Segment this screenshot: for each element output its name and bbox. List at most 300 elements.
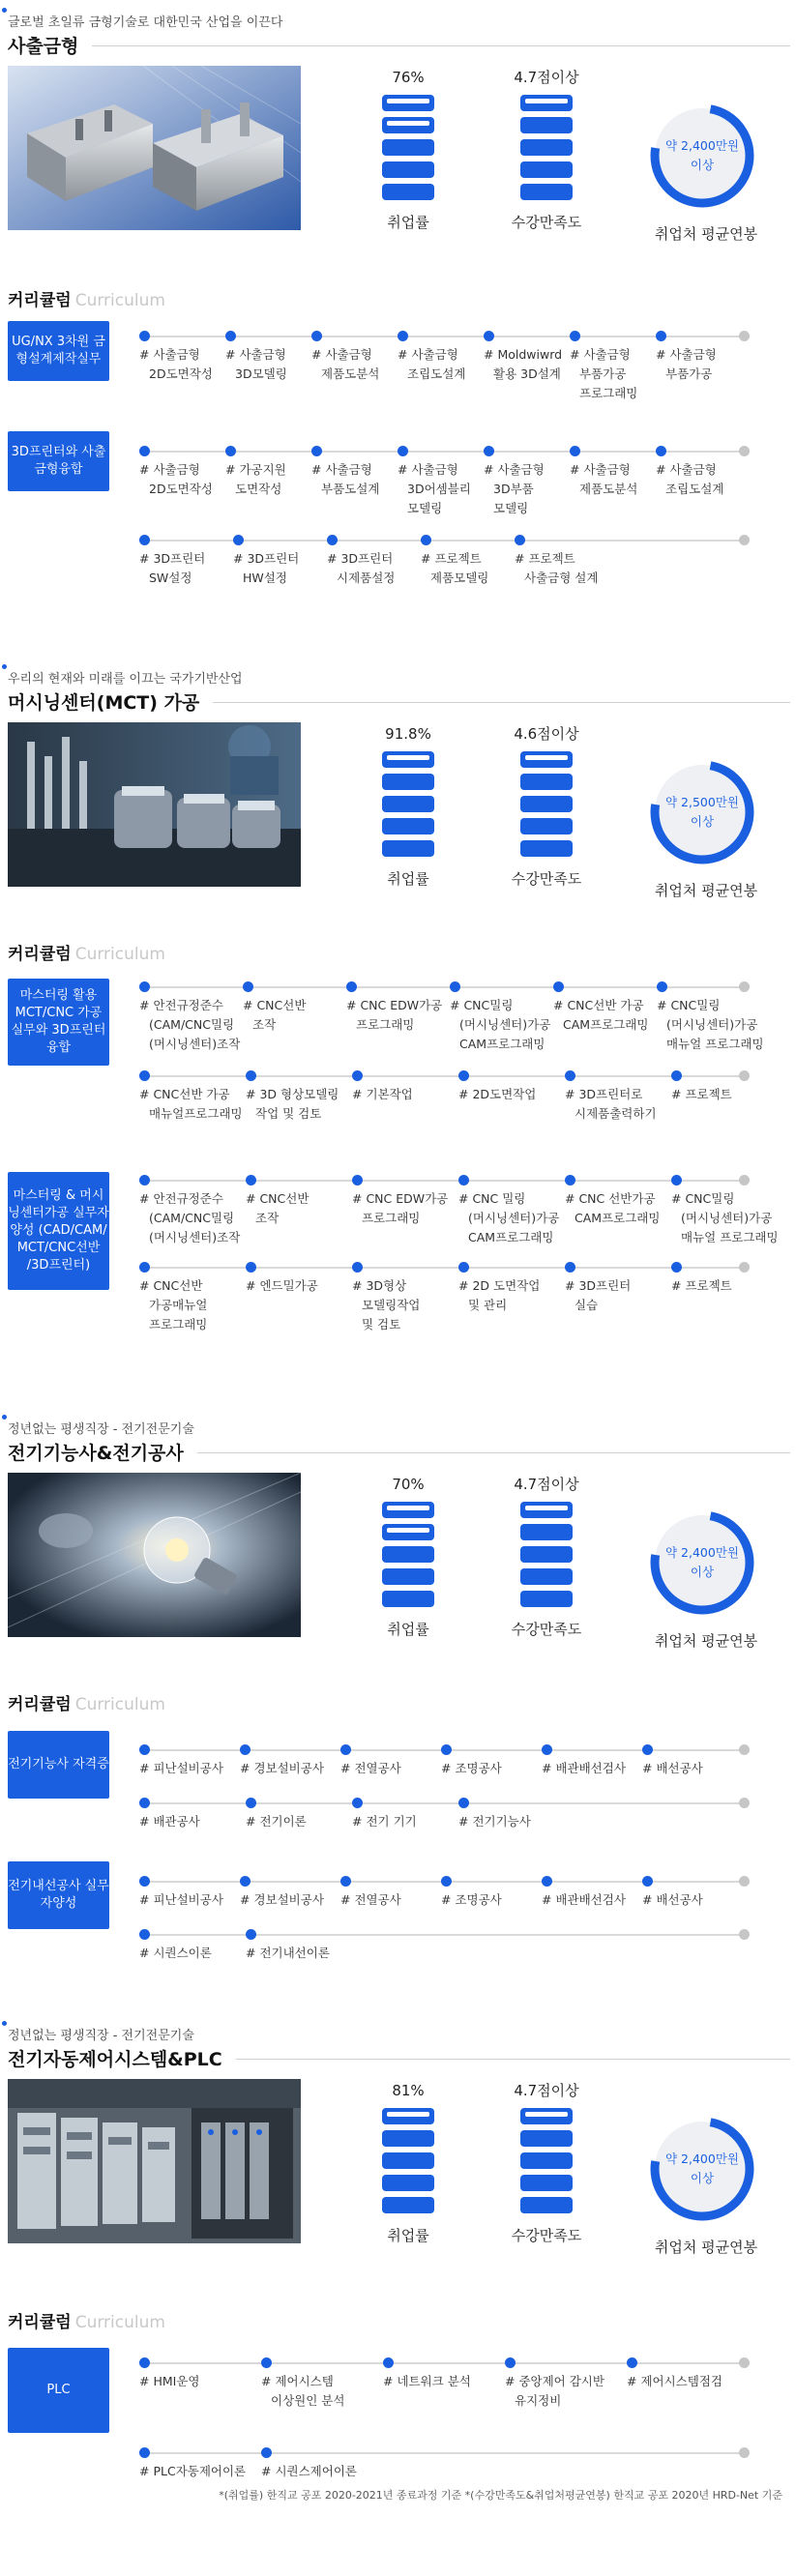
curriculum-item — [553, 996, 648, 1035]
curriculum-item-line: 작업 및 검토 — [255, 1106, 322, 1121]
curriculum-item — [139, 996, 240, 1054]
curriculum-item — [642, 1759, 703, 1778]
track-t2-box[interactable]: 3D프린터와 사출금형융합 — [8, 431, 109, 491]
curriculum-item — [565, 1276, 631, 1315]
curriculum-item-line: # 프로젝트 — [421, 551, 482, 566]
footnote: *(취업률) 한직교 공포 2020-2021년 종료과정 기준 *(수강만족도&취업처평균연봉) 한직교 공포 2020년 HRD-Net 기준 — [219, 2489, 782, 2502]
curriculum-item-line: 및 검토 — [362, 1317, 401, 1332]
curriculum-item-line: # 3D형상 — [352, 1278, 407, 1293]
curriculum-dot — [139, 981, 150, 992]
employment-stat-bar-segment — [382, 796, 434, 812]
salary-value — [647, 101, 757, 211]
program-section — [0, 668, 796, 910]
satisfaction-stat-bar-segment — [520, 2108, 573, 2124]
curriculum-track-line — [141, 1934, 745, 1936]
curriculum-item-line: # 전기기능사 — [458, 1814, 531, 1829]
curriculum-item — [450, 996, 550, 1054]
curriculum-item-line: (머시닝센터)가공 — [468, 1211, 560, 1225]
curriculum-item — [246, 1276, 318, 1296]
track-t1-box[interactable]: UG/NX 3차원 금형설계제작실무 — [8, 321, 109, 381]
curriculum-dot — [243, 981, 253, 992]
curriculum-title: 커리큘럼 — [8, 291, 72, 310]
satisfaction-stat-value: 4.7점이상 — [514, 2082, 579, 2099]
curriculum-item-line: # 사출금형 — [225, 347, 286, 362]
curriculum-item-line: # 사출금형 — [656, 462, 717, 477]
curriculum-dot — [311, 331, 322, 341]
satisfaction-stat-bar-segment — [520, 2130, 573, 2147]
curriculum-item-line: # CNC선반 — [243, 998, 307, 1012]
curriculum-item-line: CAM프로그래밍 — [459, 1037, 545, 1051]
salary-text: 이상 — [690, 814, 715, 829]
curriculum-item-line: # 사출금형 — [311, 462, 372, 477]
curriculum-dot — [139, 1262, 150, 1273]
curriculum-item-line: # 사출금형 — [398, 347, 458, 362]
curriculum-item — [139, 1189, 240, 1247]
curriculum-title: 커리큘럼 — [8, 2313, 72, 2332]
curriculum-item-line: 모델링작업 — [362, 1298, 421, 1312]
satisfaction-stat-bars — [488, 751, 604, 857]
curriculum-item-line: 실습 — [575, 1298, 599, 1312]
curriculum-dot — [246, 1262, 256, 1273]
salary-ring — [647, 101, 757, 211]
curriculum-item-line: 제품도분석 — [321, 366, 380, 381]
curriculum-item-line: # 사출금형 — [570, 347, 631, 362]
curriculum-item-line: 3D모델링 — [235, 366, 287, 381]
curriculum-item-line: # 사출금형 — [311, 347, 372, 362]
curriculum-item-line: # 경보설비공사 — [240, 1892, 324, 1907]
track-t3-box[interactable]: 마스터링 활용 MCT/CNC 가공 실무와 3D프린터 융합 — [8, 979, 109, 1066]
employment-stat-bar-segment — [382, 117, 434, 133]
curriculum-dot — [139, 1876, 150, 1887]
curriculum-dot — [352, 1262, 363, 1273]
curriculum-item-line: # 프로젝트 — [671, 1087, 732, 1101]
curriculum-dot — [139, 2357, 150, 2368]
curriculum-dot — [671, 1175, 682, 1186]
section-photo — [8, 2079, 301, 2243]
curriculum-track-line — [141, 336, 745, 337]
curriculum-item-line: # 제어시스템점검 — [627, 2374, 722, 2388]
curriculum-dot — [139, 1744, 150, 1755]
curriculum-item-line: # Moldwiwrd — [484, 347, 563, 362]
section-subtitle: 우리의 현재와 미래를 이끄는 국가기반산업 — [8, 668, 243, 687]
salary-label: 취업처 평균연봉 — [654, 2239, 758, 2256]
curriculum-item — [627, 2372, 722, 2391]
curriculum-dot — [139, 535, 150, 545]
curriculum-dot — [565, 1070, 575, 1081]
employment-stat-bars — [350, 751, 466, 857]
curriculum-item-line: # 시퀀스이론 — [139, 1946, 212, 1960]
curriculum-item-line: # 프로젝트 — [515, 551, 575, 566]
curriculum-item — [139, 1759, 223, 1778]
curriculum-item-line: # 전기 기기 — [352, 1814, 417, 1829]
curriculum-item-line: # 3D 형상모델링 — [246, 1087, 339, 1101]
employment-stat-bar-segment — [382, 774, 434, 790]
curriculum-item-line: # 프로젝트 — [671, 1278, 732, 1293]
satisfaction-stat-bar-segment — [520, 2152, 573, 2169]
curriculum-track-line — [141, 1881, 745, 1883]
curriculum-item-line: 조작 — [252, 1017, 277, 1032]
section-subtitle: 글로벌 초일류 금형기술로 대한민국 산업을 이끈다 — [8, 12, 282, 30]
curriculum-item-line: 매뉴얼 프로그래밍 — [681, 1230, 779, 1244]
satisfaction-stat-bar-segment — [520, 751, 573, 768]
employment-stat-bar-segment — [382, 95, 434, 111]
curriculum-item-line: # PLC자동제어이론 — [139, 2464, 247, 2478]
curriculum-track-line — [141, 1075, 745, 1077]
curriculum-item-line: 모델링 — [407, 501, 443, 515]
curriculum-item-line: (머시닝센터)조작 — [149, 1037, 241, 1051]
curriculum-item — [352, 1189, 448, 1228]
curriculum-dot — [458, 1070, 469, 1081]
satisfaction-stat-bar-segment — [520, 184, 573, 200]
employment-stat-bar-segment — [382, 161, 434, 178]
curriculum-item-line: # 배관배선검사 — [542, 1892, 626, 1907]
curriculum-end-dot — [739, 331, 750, 341]
curriculum-track-line — [141, 451, 745, 453]
curriculum-item-line: 제품도분석 — [579, 482, 638, 496]
curriculum-item-line: 3D부품 — [493, 482, 534, 496]
track-t6-box[interactable]: 전기내선공사 실무자양성 — [8, 1861, 109, 1929]
section-photo — [8, 722, 301, 887]
curriculum-item-line: 2D도면작성 — [149, 366, 213, 381]
curriculum-item-line: 프로그래밍 — [356, 1017, 415, 1032]
satisfaction-stat-bar-segment — [520, 1591, 573, 1607]
curriculum-dot — [565, 1175, 575, 1186]
curriculum-item-line: 매뉴얼프로그래밍 — [149, 1106, 243, 1121]
curriculum-item-line: # 2D도면작업 — [458, 1087, 537, 1101]
track-t4-box[interactable]: 마스터링 & 머시닝센터가공 실무자양성 (CAD/CAM/ MCT/CNC선반 /3D프린터) — [8, 1172, 109, 1290]
curriculum-item-line: # 네트워크 분석 — [383, 2374, 471, 2388]
curriculum-item-line: # 3D프린터 — [139, 551, 206, 566]
curriculum-item — [383, 2372, 471, 2391]
employment-stat — [350, 2079, 466, 2245]
curriculum-item-line: # 2D 도면작업 — [458, 1278, 541, 1293]
satisfaction-stat-bar-segment — [520, 2197, 573, 2213]
curriculum-end-dot — [739, 535, 750, 545]
curriculum-item — [458, 1276, 540, 1315]
curriculum-dot — [441, 1876, 452, 1887]
curriculum-dot — [570, 446, 580, 456]
curriculum-dot — [139, 1798, 150, 1808]
section-title: 머시닝센터(MCT) 가공 — [8, 688, 213, 715]
curriculum-dot — [240, 1744, 251, 1755]
satisfaction-stat-bar-segment — [520, 774, 573, 790]
curriculum-dot — [642, 1744, 653, 1755]
curriculum-dot — [311, 446, 322, 456]
employment-stat-bars — [350, 95, 466, 200]
employment-stat-bar-segment — [382, 1591, 434, 1607]
curriculum-item-line: # 사출금형 — [484, 462, 545, 477]
curriculum-item — [311, 345, 379, 384]
curriculum-end-dot — [739, 2357, 750, 2368]
curriculum-item-line: # 배선공사 — [642, 1761, 703, 1775]
curriculum-item-line: # 안전규정준수 — [139, 998, 223, 1012]
salary-ring — [647, 2114, 757, 2224]
salary-text: 이상 — [690, 1565, 715, 1579]
curriculum-item — [484, 460, 545, 518]
curriculum-item-line: CAM프로그래밍 — [575, 1211, 661, 1225]
curriculum-item-line: 부품가공 — [665, 366, 713, 381]
curriculum-dot — [352, 1175, 363, 1186]
curriculum-item-line: # 전기내선이론 — [246, 1946, 330, 1960]
salary-label: 취업처 평균연봉 — [654, 882, 758, 899]
satisfaction-stat-bar-segment — [520, 1524, 573, 1540]
curriculum-item — [642, 1890, 703, 1910]
curriculum-dot — [542, 1876, 552, 1887]
satisfaction-stat-label: 수강만족도 — [511, 1621, 582, 1638]
curriculum-dot — [139, 1070, 150, 1081]
curriculum-item — [240, 1759, 324, 1778]
curriculum-item-line: # 조명공사 — [441, 1761, 502, 1775]
curriculum-dot — [450, 981, 460, 992]
satisfaction-stat-label: 수강만족도 — [511, 870, 582, 888]
curriculum-heading — [8, 1690, 165, 1714]
salary-text: 약 2,400만원 — [665, 1545, 739, 1560]
curriculum-end-dot — [739, 1262, 750, 1273]
curriculum-item-line: # 안전규정준수 — [139, 1191, 223, 1206]
curriculum-en: Curriculum — [74, 291, 165, 310]
curriculum-item — [352, 1276, 420, 1334]
satisfaction-stat-bar-segment — [520, 2175, 573, 2191]
employment-stat-bar-segment — [382, 2197, 434, 2213]
curriculum-end-dot — [739, 1744, 750, 1755]
curriculum-item-line: CAM프로그래밍 — [468, 1230, 554, 1244]
curriculum-item-line: 활용 3D설계 — [493, 366, 561, 381]
track-t5-box[interactable]: 전기기능사 자격증 — [8, 1731, 109, 1799]
curriculum-item-line: # 가공지원 — [225, 462, 286, 477]
curriculum-item — [246, 1085, 339, 1124]
satisfaction-stat-label: 수강만족도 — [511, 214, 582, 231]
salary-text: 이상 — [690, 2171, 715, 2185]
curriculum-item — [505, 2372, 604, 2411]
employment-stat-bar-segment — [382, 751, 434, 768]
section-photo — [8, 66, 301, 230]
curriculum-item — [340, 1890, 401, 1910]
curriculum-item-line: # 배관공사 — [139, 1814, 200, 1829]
curriculum-dot — [484, 446, 494, 456]
salary-text: 이상 — [690, 158, 715, 172]
curriculum-dot — [246, 1929, 256, 1940]
employment-stat-value: 81% — [392, 2082, 425, 2099]
curriculum-item — [139, 2372, 199, 2391]
curriculum-dot — [458, 1175, 469, 1186]
curriculum-item-line: # CNC선반 — [139, 1278, 203, 1293]
curriculum-item-line: # 엔드밀가공 — [246, 1278, 318, 1293]
curriculum-dot — [515, 535, 525, 545]
employment-stat-bar-segment — [382, 2175, 434, 2191]
curriculum-item — [246, 1812, 307, 1831]
curriculum-item-line: 3D어셈블리 — [407, 482, 471, 496]
satisfaction-stat-bar-segment — [520, 1546, 573, 1563]
curriculum-item — [671, 1085, 732, 1104]
curriculum-item-line: # 사출금형 — [570, 462, 631, 477]
employment-stat — [350, 66, 466, 232]
curriculum-item-line: (머시닝센터)조작 — [149, 1230, 241, 1244]
curriculum-item-line: 제품모델링 — [430, 571, 489, 585]
satisfaction-stat — [488, 722, 604, 889]
curriculum-item — [515, 549, 598, 588]
curriculum-item-line: # 배관배선검사 — [542, 1761, 626, 1775]
employment-stat-bar-segment — [382, 139, 434, 156]
curriculum-item-line: HW설정 — [243, 571, 287, 585]
employment-stat-label: 취업률 — [387, 1621, 429, 1638]
satisfaction-stat-value: 4.7점이상 — [514, 1476, 579, 1493]
curriculum-item — [421, 549, 488, 588]
satisfaction-stat-bar-segment — [520, 161, 573, 178]
satisfaction-stat — [488, 2079, 604, 2245]
curriculum-item — [233, 549, 299, 588]
curriculum-item-line: (머시닝센터)가공 — [459, 1017, 551, 1032]
curriculum-end-dot — [739, 1798, 750, 1808]
curriculum-item-line: # 경보설비공사 — [240, 1761, 324, 1775]
curriculum-item — [484, 345, 562, 384]
curriculum-item-line: (머시닝센터)가공 — [666, 1017, 758, 1032]
employment-stat-value: 70% — [392, 1476, 425, 1493]
curriculum-item-line: # CNC선반 — [246, 1191, 310, 1206]
curriculum-item — [565, 1189, 660, 1228]
curriculum-item — [139, 1890, 223, 1910]
curriculum-item-line: # 사출금형 — [139, 347, 200, 362]
curriculum-heading — [8, 286, 165, 310]
curriculum-item-line: 매뉴얼 프로그래밍 — [666, 1037, 764, 1051]
curriculum-item-line: 모델링 — [493, 501, 529, 515]
satisfaction-stat-bar-segment — [520, 818, 573, 834]
curriculum-dot — [656, 446, 666, 456]
curriculum-item — [139, 1085, 243, 1124]
curriculum-item — [570, 345, 637, 403]
curriculum-item — [139, 1812, 200, 1831]
curriculum-item — [458, 1085, 536, 1104]
curriculum-item-line: # 제어시스템 — [261, 2374, 334, 2388]
employment-stat-bars — [350, 2108, 466, 2213]
curriculum-item-line: # CNC선반 가공 — [139, 1087, 230, 1101]
salary-text: 약 2,400만원 — [665, 138, 739, 153]
satisfaction-stat-bar-segment — [520, 95, 573, 111]
curriculum-dot — [553, 981, 564, 992]
curriculum-track-line — [141, 2452, 745, 2454]
salary-label: 취업처 평균연봉 — [654, 1632, 758, 1650]
curriculum-item-line: # 사출금형 — [139, 462, 200, 477]
curriculum-track-line — [141, 540, 745, 542]
curriculum-dot — [484, 331, 494, 341]
curriculum-end-dot — [739, 2447, 750, 2458]
curriculum-item-line: # 사출금형 — [656, 347, 717, 362]
section-title: 전기기능사&전기공사 — [8, 1439, 197, 1465]
employment-stat-label: 취업률 — [387, 870, 429, 888]
satisfaction-stat-bar-segment — [520, 1568, 573, 1585]
curriculum-dot — [458, 1798, 469, 1808]
curriculum-item — [656, 345, 717, 384]
curriculum-item — [261, 2372, 344, 2411]
employment-stat — [350, 1473, 466, 1639]
curriculum-item — [243, 996, 306, 1035]
curriculum-dot — [671, 1070, 682, 1081]
curriculum-item-line: # 조명공사 — [441, 1892, 502, 1907]
salary-value — [647, 1508, 757, 1618]
curriculum-item-line: SW설정 — [149, 571, 192, 585]
curriculum-item-line: CAM프로그래밍 — [563, 1017, 649, 1032]
curriculum-dot — [240, 1876, 251, 1887]
employment-stat-bars — [350, 1502, 466, 1607]
curriculum-end-dot — [739, 446, 750, 456]
curriculum-item-line: 프로그래밍 — [149, 1317, 208, 1332]
curriculum-item-line: 이상원인 분석 — [271, 2393, 345, 2408]
track-t7-box[interactable]: PLC — [8, 2348, 109, 2433]
curriculum-item — [398, 460, 471, 518]
curriculum-item-line: # 사출금형 — [398, 462, 458, 477]
curriculum-item — [139, 1944, 212, 1963]
curriculum-dot — [627, 2357, 637, 2368]
satisfaction-stat — [488, 66, 604, 232]
curriculum-item-line: # CNC EDW가공 — [346, 998, 443, 1012]
curriculum-track-line — [141, 1802, 745, 1804]
curriculum-item-line: 시제품설정 — [337, 571, 396, 585]
curriculum-item — [139, 549, 205, 588]
curriculum-item — [441, 1890, 502, 1910]
curriculum-item-line: 도면작성 — [235, 482, 282, 496]
program-section — [0, 2025, 796, 2267]
curriculum-item-line: 유지정비 — [515, 2393, 562, 2408]
curriculum-item-line: 조작 — [255, 1211, 280, 1225]
salary-ring — [647, 757, 757, 867]
curriculum-heading — [8, 940, 165, 964]
curriculum-dot — [441, 1744, 452, 1755]
curriculum-end-dot — [739, 1876, 750, 1887]
salary-text: 약 2,400만원 — [665, 2152, 739, 2166]
satisfaction-stat-bar-segment — [520, 139, 573, 156]
curriculum-item-line: # HMI운영 — [139, 2374, 200, 2388]
curriculum-item-line: # 중앙제어 감시반 — [505, 2374, 604, 2388]
curriculum-item — [261, 2462, 357, 2481]
satisfaction-stat-bar-segment — [520, 796, 573, 812]
curriculum-item — [657, 996, 764, 1054]
employment-stat-label: 취업률 — [387, 2227, 429, 2244]
curriculum-heading — [8, 2308, 165, 2332]
curriculum-item — [139, 460, 213, 499]
employment-stat-bar-segment — [382, 1546, 434, 1563]
curriculum-dot — [246, 1798, 256, 1808]
curriculum-item-line: 시제품출력하기 — [575, 1106, 657, 1121]
curriculum-item-line: (머시닝센터)가공 — [681, 1211, 773, 1225]
employment-stat-bar-segment — [382, 2130, 434, 2147]
curriculum-item-line: # 전기이론 — [246, 1814, 307, 1829]
employment-stat-bar-segment — [382, 184, 434, 200]
salary-ring — [647, 1508, 757, 1618]
curriculum-item-line: # 피난설비공사 — [139, 1892, 223, 1907]
curriculum-item-line: # 배선공사 — [642, 1892, 703, 1907]
curriculum-item — [139, 345, 213, 384]
employment-stat-bar-segment — [382, 1524, 434, 1540]
satisfaction-stat-bar-segment — [520, 840, 573, 857]
satisfaction-stat-bar-segment — [520, 1502, 573, 1518]
satisfaction-stat — [488, 1473, 604, 1639]
satisfaction-stat-label: 수강만족도 — [511, 2227, 582, 2244]
curriculum-item — [398, 345, 465, 384]
curriculum-item-line: 조립도설계 — [407, 366, 466, 381]
curriculum-item-line: # CNC EDW가공 — [352, 1191, 449, 1206]
curriculum-dot — [505, 2357, 516, 2368]
salary-text: 약 2,500만원 — [665, 795, 739, 809]
curriculum-item-line: 가공매뉴얼 — [149, 1298, 208, 1312]
curriculum-en: Curriculum — [74, 2313, 165, 2332]
curriculum-dot — [139, 331, 150, 341]
curriculum-item — [346, 996, 442, 1035]
section-subtitle: 정년없는 평생직장 - 전기전문기술 — [8, 2025, 194, 2043]
satisfaction-stat-value: 4.7점이상 — [514, 69, 579, 86]
section-photo — [8, 1473, 301, 1637]
curriculum-dot — [246, 1175, 256, 1186]
satisfaction-stat-bars — [488, 95, 604, 200]
curriculum-item — [352, 1085, 413, 1104]
